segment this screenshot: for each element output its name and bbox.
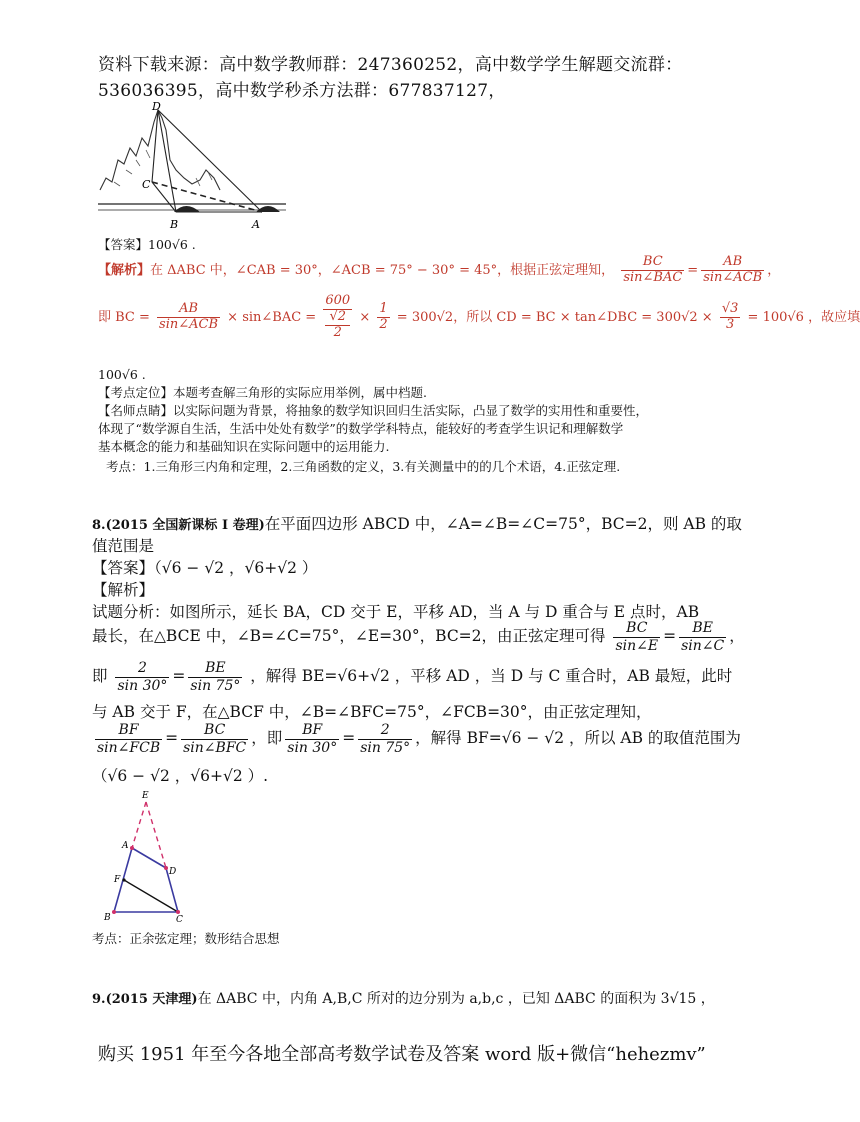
- header-line-2: 536036395，高中数学秒杀方法群：677837127，: [98, 81, 506, 101]
- frac-bc-sine: [613, 620, 660, 653]
- frac-denominator: sin 75°: [190, 677, 241, 694]
- frac-denominator: sin∠C: [681, 637, 725, 654]
- q7-mingshi-2: 体现了“数学源自生活，生活中处处有数学”的数学学科特点，能较好的考查学生识记和理解数学: [98, 421, 624, 436]
- q8-text-5a: ，即: [251, 729, 283, 747]
- fig-label-A: A: [252, 218, 260, 231]
- analysis-label: 【解析】: [98, 263, 151, 278]
- frac-denominator: sin∠BFC: [183, 739, 247, 756]
- frac-600-root2: [323, 294, 352, 341]
- frac-numerator: √3: [721, 300, 739, 316]
- footer-ad: 购买 1951 年至今各地全部高考数学试卷及答案 word 版+微信“hehezmv”: [98, 1044, 706, 1065]
- frac-root3-3: [720, 302, 741, 333]
- q8-stem-text: 在平面四边形 ABCD 中，∠A=∠B=∠C=75°，BC=2，则 AB 的取: [264, 515, 742, 533]
- header-line-1: 资料下载来源：高中数学教师群：247360252，高中数学学生解题交流群：: [98, 55, 683, 75]
- analysis-text-1: 在 ΔABC 中，∠CAB = 30°，∠ACB = 75° − 30° = 45°，根据正弦定理知，: [150, 263, 615, 278]
- q9-stem: [92, 988, 715, 1008]
- fig-label-B: B: [104, 913, 111, 923]
- frac-denominator: 2: [379, 316, 388, 332]
- q8-para-1: 试题分析：如图所示，延长 BA，CD 交于 E，平移 AD，当 A 与 D 重合与 E 点时，AB: [92, 603, 700, 621]
- fig-label-B: B: [170, 218, 179, 231]
- frac-numerator: BE: [679, 620, 726, 637]
- q8-text-2: 最长，在△BCE 中，∠B=∠C=75°，∠E=30°，BC=2，由正弦定理可得: [92, 627, 606, 645]
- q7-kaodian-dingwei: 【考点定位】本题考查解三角形的实际应用举例，属中档题.: [98, 385, 427, 400]
- frac-bf-sinfcb: [95, 722, 162, 755]
- q7-analysis-line1: 【解析】在 ΔABC 中，∠CAB = 30°，∠ACB = 75° − 30° = 45°，根据正弦定理知， $\frac{BC}{\text{sin∠BAC}}$ = $\frac{AB}{\text{sin∠ACB}}$ ，: [98, 254, 781, 285]
- q9-stem-text: 在 ΔABC 中，内角 A,B,C 所对的边分别为 a,b,c ，已知 ΔABC 的面积为 3√15 ，: [197, 991, 715, 1007]
- frac-numerator: BE: [188, 660, 242, 677]
- fig-label-D: D: [169, 867, 177, 877]
- frac-denominator: sin∠FCB: [97, 739, 161, 756]
- frac-one-half: [377, 302, 389, 333]
- q8-para-6: （√6 − √2 ，√6+√2 ）.: [92, 767, 269, 785]
- times-sign: ×: [359, 309, 371, 325]
- fig-label-A: A: [122, 841, 129, 851]
- frac-numerator: BC: [613, 620, 660, 637]
- frac-be-sinc: [679, 620, 726, 653]
- q8-para-5: $\frac{BF}{\text{sin∠FCB}}$ = $\frac{BC}{\text{sin∠BFC}}$ ，即 $\frac{BF}{\sin 30^\circ}$ = $\frac{2}{\sin 75^\circ}$ ，解得 BF=√6 − √2 ，所以 AB 的取值范围为: [97, 722, 741, 756]
- q7-analysis-line2: [98, 294, 860, 341]
- fig-label-C: C: [142, 178, 151, 191]
- frac-be-sin75: [188, 660, 242, 693]
- frac-numerator: 2: [358, 722, 412, 739]
- q7-analysis-line3: 100√6 .: [98, 367, 146, 382]
- line-EA: [132, 802, 146, 848]
- observer-B: [174, 206, 200, 212]
- frac-numerator: √2: [325, 310, 350, 326]
- frac-numerator: 2: [115, 660, 169, 677]
- frac-denominator: sin 30°: [117, 677, 168, 694]
- q8-text-3a: 即: [92, 667, 108, 685]
- q8-source: 8.(2015 全国新课标 I 卷理): [92, 518, 265, 533]
- fig-label-E: E: [142, 791, 149, 801]
- fig-label-D: D: [152, 100, 161, 113]
- answer-value: 100√6 .: [148, 237, 196, 252]
- q8-kaodian: 考点：正余弦定理；数形结合思想: [92, 931, 280, 946]
- frac-numerator: AB: [157, 302, 220, 318]
- frac-denominator: sin∠BAC: [623, 270, 683, 285]
- q8-para-3: 即 $\frac{2}{\sin 30^\circ}$ = $\frac{BE}{\sin 75^\circ}$ ，解得 BE=√6+√2 ，平移 AD ，当 D 与 C 重合时，AB 最短，此时: [92, 660, 733, 694]
- frac-numerator: BF: [95, 722, 162, 739]
- answer-label: 【答案】: [98, 237, 149, 252]
- q7-kaodian: 考点：1.三角形三内角和定理，2.三角函数的定义，3.有关测量中的的几个术语，4.正弦定理.: [106, 459, 621, 474]
- frac-bf-sin30: [285, 722, 339, 755]
- observer-A: [256, 206, 280, 212]
- fig-label-C: C: [176, 915, 183, 925]
- frac-denominator: 3: [725, 316, 735, 332]
- frac-numerator: 1: [379, 300, 388, 316]
- frac-denominator: sin∠E: [615, 637, 659, 654]
- q8-analysis-label: 【解析】: [92, 581, 155, 599]
- frac-denominator: sin 30°: [287, 739, 338, 756]
- frac-bc-sinbfc: [181, 722, 248, 755]
- line-CB: [152, 182, 176, 212]
- frac-numerator: BF: [285, 722, 339, 739]
- frac-numerator: AB: [701, 255, 764, 271]
- q7-figure: [96, 100, 288, 232]
- q8-text-3b: ，解得 BE=√6+√2 ，平移 AD ，当 D 与 C 重合时，AB 最短，此时: [250, 667, 733, 685]
- frac-denominator: sin∠ACB: [703, 270, 763, 285]
- q8-para-2: 最长，在△BCE 中，∠B=∠C=75°，∠E=30°，BC=2，由正弦定理可得 $\frac{BC}{\sin\angle E}$ = $\frac{BE}{\sin\angle C}$ ，: [92, 620, 745, 654]
- fig-label-F: F: [114, 875, 121, 885]
- frac-ab-sinacb-2: [157, 302, 220, 333]
- q8-para-4: 与 AB 交于 F，在△BCF 中，∠B=∠BFC=75°，∠FCB=30°，由正弦定理知，: [92, 703, 652, 721]
- q8-stem-line1: [92, 512, 742, 534]
- q7-mingshi-3: 基本概念的能力和基础知识在实际问题中的运用能力.: [98, 439, 390, 454]
- frac-ab-sinacb: [701, 255, 764, 286]
- frac-denominator: sin 75°: [360, 739, 411, 756]
- frac-bc-sinbac: [621, 255, 684, 286]
- frac-denominator: sin∠ACB: [159, 316, 219, 332]
- line-AD: [132, 848, 166, 868]
- q8-answer: 【答案】（√6 − √2 ，√6+√2 ）: [92, 559, 318, 577]
- frac-2-sin75: [358, 722, 412, 755]
- q8-text-5b: ，解得 BF=√6 − √2 ，所以 AB 的取值范围为: [415, 729, 741, 747]
- line-DC: [152, 110, 158, 182]
- analysis-text-2b: × sin∠BAC =: [227, 309, 317, 325]
- frac-numerator: BC: [621, 255, 684, 271]
- nested-frac: [323, 310, 352, 341]
- analysis-text-2c: = 300√2，所以 CD = BC × tan∠DBC = 300√2 ×: [396, 309, 713, 325]
- line-CA: [152, 182, 262, 212]
- frac-denominator: 2: [333, 324, 342, 340]
- frac-2-sin30: [115, 660, 169, 693]
- q9-source: 9.(2015 天津理): [92, 992, 198, 1007]
- q7-mingshi-1: 【名师点睛】以实际问题为背景，将抽象的数学知识回归生活实际，凸显了数学的实用性和重要性，: [98, 403, 649, 418]
- q8-stem-line2: 值范围是: [92, 537, 155, 555]
- analysis-text-2a: 即 BC =: [98, 309, 150, 325]
- q8-figure: [96, 788, 200, 924]
- analysis-text-2d: = 100√6 ，故应填: [747, 309, 860, 325]
- frac-numerator: 600: [325, 293, 351, 308]
- frac-numerator: BC: [181, 722, 248, 739]
